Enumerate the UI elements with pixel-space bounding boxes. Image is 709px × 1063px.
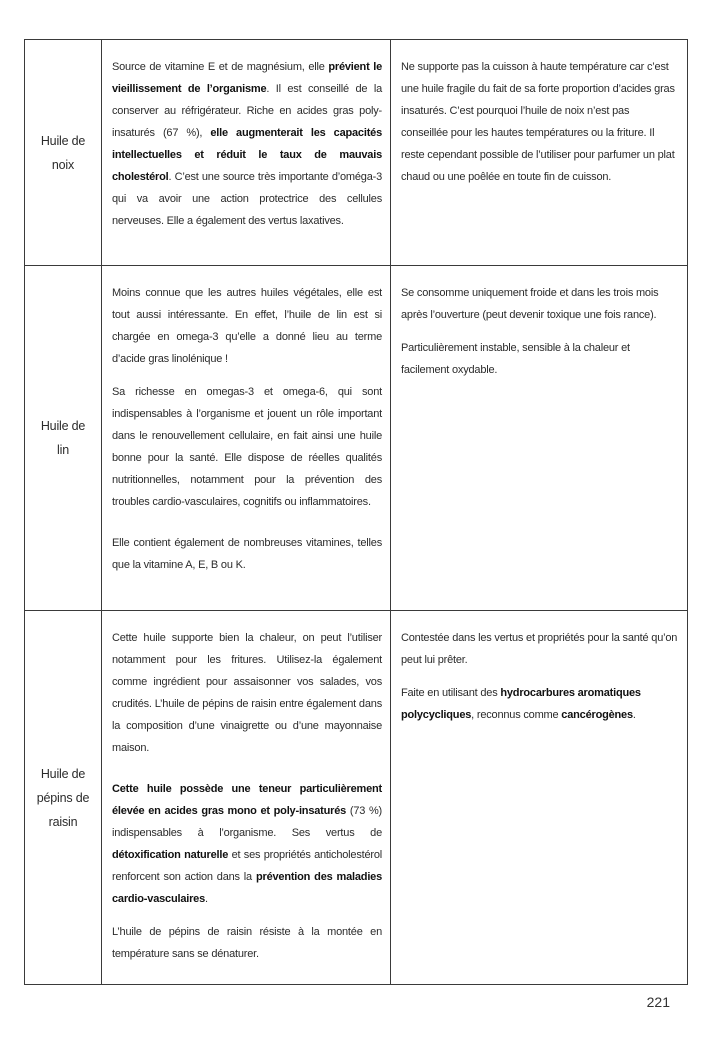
description-paragraph: [112, 282, 382, 370]
usage-paragraph: [401, 282, 679, 326]
oil-name-line: Huile de: [40, 766, 86, 781]
text-run: Elle contient également de nombreuses vitamines, telles que la vitamine A, E, B ou K.: [112, 537, 382, 571]
text-run: , reconnus comme: [471, 709, 562, 721]
description-paragraph: [112, 532, 382, 576]
bold-text-run: Cette huile possède une teneur particulièrement élevée en acides gras mono et poly-insaturés: [112, 783, 382, 817]
oil-usage-cell: [391, 611, 688, 985]
text-run: (73 %) indispensables à l’organisme. Ses vertus de: [112, 805, 382, 839]
oil-name-line: raisin: [48, 814, 78, 829]
text-run: Moins connue que les autres huiles végétales, elle est tout aussi intéressante. En effet, l’huile de lin est si chargée en omega-3 qu’elle a donné lieu au terme d’acide gras linolénique !: [112, 287, 382, 365]
text-run: Ne supporte pas la cuisson à haute température car c’est une huile fragile du fait de sa forte proportion d’acides gras insaturés. C’est pourquoi l’huile de noix n’est pas conseillée pour les hautes températures ou la friture. Il reste cependant possible de l’utiliser pour parfumer un plat chaud ou une poêlée en toute fin de cuisson.: [401, 61, 675, 183]
oil-usage-cell: [391, 40, 688, 266]
usage-paragraph: [401, 337, 679, 381]
oil-name-line: pépins de: [36, 790, 90, 805]
description-paragraph: [112, 56, 382, 232]
oil-description-cell: [102, 611, 391, 985]
description-paragraph: [112, 381, 382, 513]
text-run: . Il est conseillé de la conserver au réfrigérateur. Riche en acides gras poly-insaturés (67 %),: [112, 83, 382, 139]
bold-text-run: détoxification naturelle: [112, 849, 229, 861]
page-number: 221: [646, 994, 670, 1010]
text-run: Particulièrement instable, sensible à la chaleur et facilement oxydable.: [401, 342, 630, 376]
oil-name-cell: [25, 40, 102, 266]
oil-usage-cell: [391, 266, 688, 611]
oil-name-line: lin: [57, 443, 69, 457]
text-run: Faite en utilisant des: [401, 687, 501, 699]
oil-description-cell: [102, 266, 391, 611]
oil-name-line: Huile de: [40, 419, 86, 433]
text-run: .: [632, 709, 636, 721]
text-run: Contestée dans les vertus et propriétés pour la santé qu’on peut lui prêter.: [401, 632, 678, 666]
table-row-pepins-de-raisin: [25, 611, 688, 985]
bold-text-run: cancérogènes: [561, 709, 633, 721]
text-run: L’huile de pépins de raisin résiste à la montée en température sans se dénaturer.: [112, 926, 382, 960]
text-run: . C’est une source très importante d’oméga-3 qui va avoir une action protectrice des cellules nerveuses. Elle a également des vertus laxatives.: [112, 171, 382, 227]
usage-paragraph: [401, 682, 679, 726]
description-paragraph: [112, 778, 382, 910]
oil-name-cell: [25, 611, 102, 985]
text-run: et ses propriétés anticholestérol renforcent son action dans la: [112, 849, 383, 883]
bold-text-run: prévient le vieillissement de l’organisme: [112, 61, 382, 95]
text-run: Cette huile supporte bien la chaleur, on peut l’utiliser notamment pour les fritures. Utilisez-la également comme ingrédient pour assaisonner vos salades, vos crudités. L’huile de pépins de raisin entre également dans la composition d’une vinaigrette ou d’une mayonnaise maison.: [112, 632, 382, 754]
text-run: Sa richesse en omegas-3 et omega-6, qui sont indispensables à l’organisme et jouent un rôle important dans le renouvellement cellulaire, en fait ainsi une huile bonne pour la santé. Elle dispose de réelles qualités nutritionnelles, notamment pour la prévention des troubles cardio-vasculaires, cognitifs ou inflammatoires.: [112, 386, 382, 508]
description-paragraph: [112, 627, 382, 759]
text-run: Source de vitamine E et de magnésium, elle: [112, 61, 329, 73]
oil-comparison-table: [24, 39, 688, 985]
usage-paragraph: [401, 627, 679, 671]
bold-text-run: hydrocarbures aromatiques polycycliques: [401, 687, 641, 721]
usage-paragraph: [401, 56, 679, 188]
table-row-noix: [25, 40, 688, 266]
oil-name-cell: [25, 266, 102, 611]
oil-name-line: noix: [51, 157, 75, 172]
text-run: Se consomme uniquement froide et dans les trois mois après l’ouverture (peut devenir toxique une fois rance).: [401, 287, 659, 321]
oil-name-line: Huile de: [40, 133, 86, 148]
oil-description-cell: [102, 40, 391, 266]
description-paragraph: [112, 921, 382, 965]
text-run: .: [205, 893, 208, 905]
bold-text-run: prévention des maladies cardio-vasculaires: [112, 871, 383, 905]
table-row-lin: [25, 266, 688, 611]
bold-text-run: elle augmenterait les capacités intellectuelles et réduit le taux de mauvais cholestérol: [112, 127, 382, 183]
